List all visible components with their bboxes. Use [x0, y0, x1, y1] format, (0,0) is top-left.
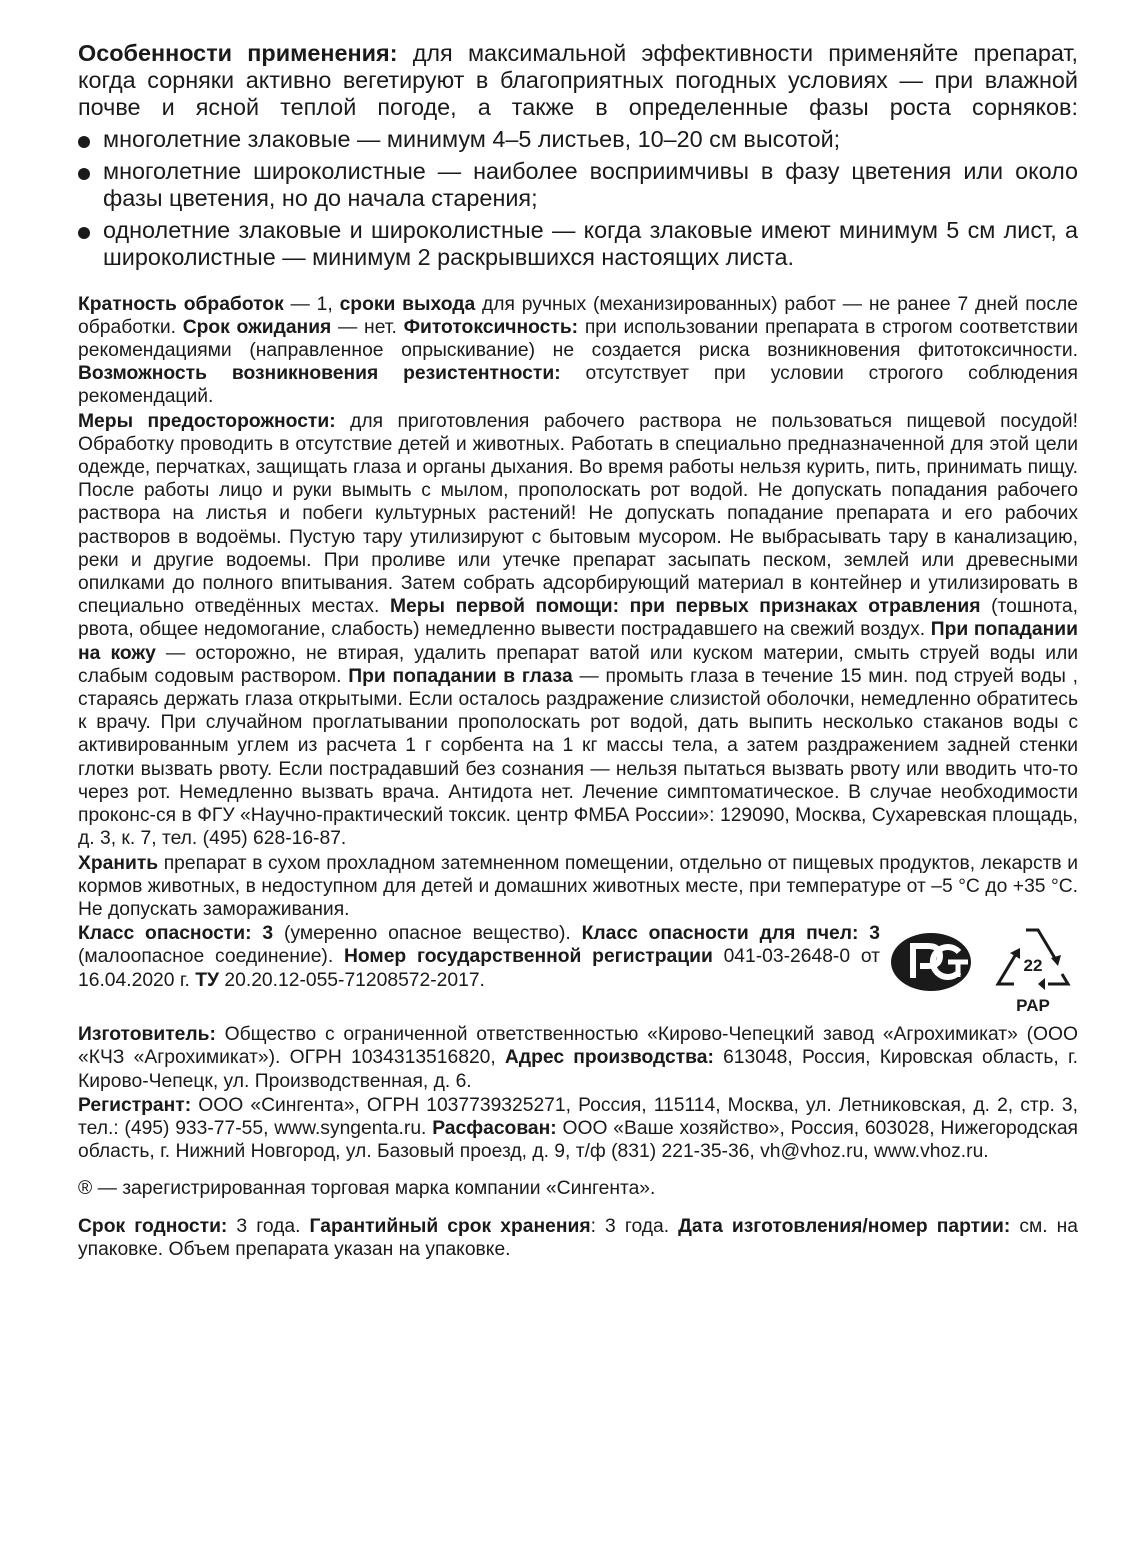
application-features-text: для максимальной эффективности применяйте препарат, когда сорняки активно вегетируют в благоприятных погодных условиях — при влажной почве и ясной теплой погоде, а также в определенные фазы роста сорняков: [78, 40, 1078, 121]
shelf-life-paragraph: Срок годности: 3 года. Гарантийный срок хранения: 3 года. Дата изготовления/номер партии: см. на упаковке. Объем препарата указан на упаковке. [78, 1215, 1079, 1260]
recycle-label: PAP [1016, 996, 1050, 1016]
pct-certification-icon [891, 933, 971, 991]
manufacturer-paragraph: Изготовитель: Общество с ограниченной ответственностью «Кирово-Чепецкий завод «Агрохимикат» (ООО «КЧЗ «Агрохимикат»). ОГРН 1034313516820, Адрес производства: 613048, Россия, Кировская область, г. Кирово-Чепецк, ул. Производственная, д. 6. [78, 1024, 1078, 1092]
storage-paragraph: Хранить препарат в сухом прохладном затемненном помещении, отдельно от пищевых продуктов, лекарств и кормов животных, в недоступном для детей и домашних животных месте, при температуре от –5 °С до +35 °С. Не допускать замораживания. [78, 852, 1078, 920]
recycle-number: 22 [1023, 956, 1043, 976]
certification-logos-svg [888, 922, 1078, 1022]
hazard-paragraph: Класс опасности: 3 (умеренно опасное вещество). Класс опасности для пчел: 3 (малоопасное соединение). Номер государственной регистрации 041-03-2648-0 от 16.04.2020 г. ТУ 20.20.12-055-71208572-2017. [78, 923, 880, 991]
registrant-paragraph: Регистрант: ООО «Сингента», ОГРН 1037739325271, Россия, 115114, Москва, ул. Летниковская, д. 2, стр. 3, тел.: (495) 933-77-55, www.syngenta.ru. Расфасован: ООО «Ваше хозяйство», Россия, 603028, Нижегородская область, г. Нижний Новгород, ул. Базовый проезд, д. 9, т/ф (831) 221-35-36, vh@vhoz.ru, www.vhoz.ru. [78, 1094, 1078, 1163]
application-features-heading: Особенности применения: [78, 40, 398, 66]
certification-logos [888, 922, 1078, 1022]
precautions-paragraph: Меры предосторожности: для приготовления рабочего раствора не пользоваться пищевой посудой! Обработку проводить в отсутствие детей и животных. Работать в специально предназначенной для этой цели одежде, перчатках, защищать глаза и органы дыхания. Во время работы нельзя курить, пить, принимать пищу. После работы лицо и руки вымыть с мылом, прополоскать рот водой. Не допускать попадания рабочего раствора на листья и побеги культурных растений! Не допускать попадание препарата и его рабочих растворов в водоёмы. Пустую тару утилизируют с бытовым мусором. Не выбрасывать тару в канализацию, реки и другие водоемы. При проливе или утечке препарат засыпать песком, землей или древесными опилками до полного впитывания. Затем собрать адсорбирующий материал в контейнер и утилизировать в специально отведённых местах. Меры первой помощи: при первых признаках отравления (тошнота, рвота, общее недомогание, слабость) немедленно вывести пострадавшего на свежий воздух. При попадании на кожу — осторожно, не втирая, удалить препарат ватой или куском материи, смыть струей воды или слабым содовым раствором. При попадании в глаза — промыть глаза в течение 15 мин. под струей воды , стараясь держать глаза открытыми. Если осталось раздражение слизистой оболочки, немедленно обратитесь к врачу. При случайном проглатывании прополоскать рот водой, дать выпить несколько стаканов воды с активированным углем из расчета 1 г сорбента на 1 кг массы тела, а затем раздражением задней стенки глотки вызвать рвоту. Если пострадавший без сознания — нельзя пытаться вызвать рвоту или вводить что-то через рот. Немедленно вызвать врача. Антидота нет. Лечение симптоматическое. В случае необходимости проконс-ся в ФГУ «Научно-практический токсик. центр ФМБА России»: 129090, Москва, Сухаревская площадь, д. 3, к. 7, тел. (495) 628-16-87. [78, 410, 1078, 850]
bullet-icon [78, 168, 90, 180]
hazard-row [78, 922, 1078, 1022]
weed-phase-list [78, 126, 1078, 272]
list-item: многолетние злаковые — минимум 4–5 листьев, 10–20 см высотой; [78, 126, 1078, 153]
bullet-icon [78, 136, 90, 148]
label-text-page [78, 40, 1078, 1261]
list-item: однолетние злаковые и широколистные — когда злаковые имеют минимум 5 см лист, а широколистные — минимум 2 раскрывшихся настоящих листа. [78, 217, 1078, 271]
bullet-icon [78, 227, 90, 239]
recycling-icon [998, 930, 1068, 1015]
trademark-note: ® — зарегистрированная торговая марка компании «Сингента». [78, 1178, 656, 1200]
list-item: многолетние широколистные — наиболее восприимчивы в фазу цветения или около фазы цветения, но до начала старения; [78, 158, 1078, 212]
application-features-paragraph [78, 40, 1078, 122]
treatment-paragraph: Кратность обработок — 1, сроки выхода для ручных (механизированных) работ — не ранее 7 дней после обработки. Срок ожидания — нет. Фитотоксичность: при использовании препарата в строгом соответствии рекомендациями (направленное опрыскивание) не создается риска возникновения фитотоксичности. Возможность возникновения резистентности: отсутствует при условии строгого соблюдения рекомендаций. [78, 293, 1078, 408]
